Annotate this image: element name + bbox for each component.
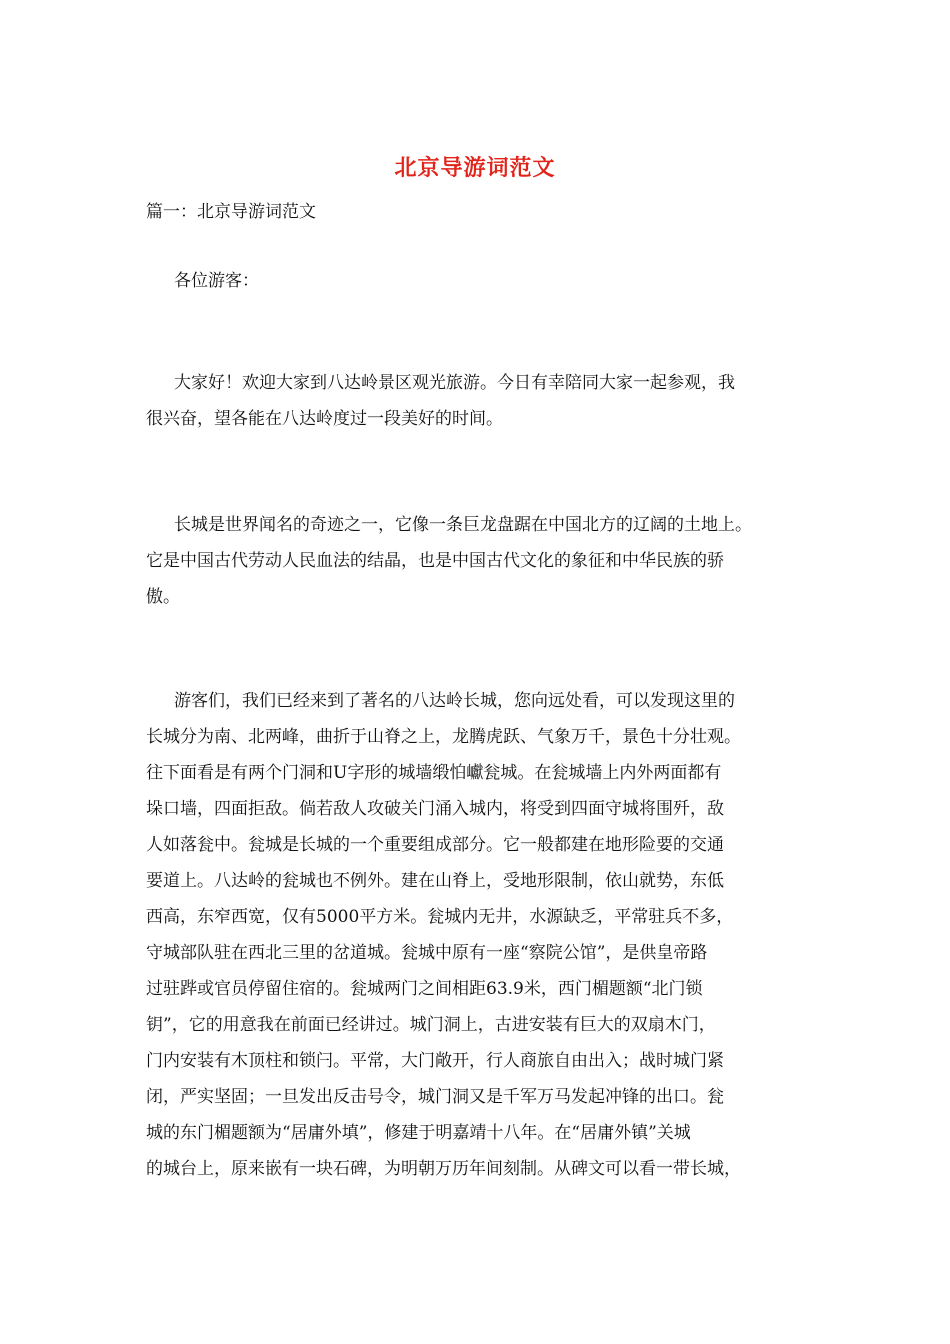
paragraph-line: 游客们，我们已经来到了著名的八达岭长城，您向远处看，可以发现这里的: [174, 691, 735, 711]
paragraph-line: 长城是世界闻名的奇迹之一，它像一条巨龙盘踞在中国北方的辽阔的土地上。: [174, 515, 752, 535]
document-title: 北京导游词范文: [394, 155, 556, 181]
paragraph-line: 往下面看是有两个门洞和U字形的城墙缎怕巘瓮城。在瓮城墙上内外两面都有: [146, 763, 722, 783]
paragraph-line: 钥”，它的用意我在前面已经讲过。城门洞上，古进安装有巨大的双扇木门，: [146, 1015, 716, 1035]
paragraph-line: 傲。: [146, 587, 180, 607]
paragraph-welcome: [146, 365, 818, 437]
paragraph-line: 过驻跸或官员停留住宿的。瓮城两门之间相距63.9米，西门楣题额“北门锁: [146, 979, 703, 999]
section-heading: 篇一：北京导游词范文: [146, 202, 316, 222]
paragraph-line: 要道上。八达岭的瓮城也不例外。建在山脊上，受地形限制，依山就势，东低: [146, 871, 724, 891]
paragraph-line: 的城台上，原来嵌有一块石碑，为明朝万历年间刻制。从碑文可以看一带长城，: [146, 1159, 741, 1179]
paragraph-line: 城的东门楣题额为“居庸外填”，修建于明嘉靖十八年。在“居庸外镇”关城: [146, 1123, 691, 1143]
paragraph-line: 它是中国古代劳动人民血法的结晶，也是中国古代文化的象征和中华民族的骄: [146, 551, 724, 571]
paragraph-line: 守城部队驻在西北三里的岔道城。瓮城中原有一座“察院公馆”，是供皇帝路: [146, 943, 708, 963]
paragraph-line: 西高，东窄西宽，仅有5000平方米。瓮城内无井，水源缺乏，平常驻兵不多，: [146, 907, 734, 927]
paragraph-badaling: [146, 683, 818, 1187]
paragraph-line: 闭，严实坚固；一旦发出反击号令，城门洞又是千军万马发起冲锋的出口。瓮: [146, 1087, 724, 1107]
paragraph-line: 很兴奋，望各能在八达岭度过一段美好的时间。: [146, 409, 503, 429]
paragraph-great-wall: [146, 507, 818, 615]
paragraph-line: 人如落瓮中。瓮城是长城的一个重要组成部分。它一般都建在地形险要的交通: [146, 835, 724, 855]
paragraph-line: 垛口墙，四面拒敌。倘若敌人攻破关门涌入城内，将受到四面守城将围歼，敌: [146, 799, 724, 819]
greeting-text: 各位游客：: [174, 271, 259, 291]
paragraph-line: 大家好！欢迎大家到八达岭景区观光旅游。今日有幸陪同大家一起参观，我: [174, 373, 735, 393]
paragraph-line: 长城分为南、北两峰，曲折于山脊之上，龙腾虎跃、气象万千，景色十分壮观。: [146, 727, 741, 747]
paragraph-line: 门内安装有木顶柱和锁闩。平常，大门敞开，行人商旅自由出入；战时城门紧: [146, 1051, 724, 1071]
